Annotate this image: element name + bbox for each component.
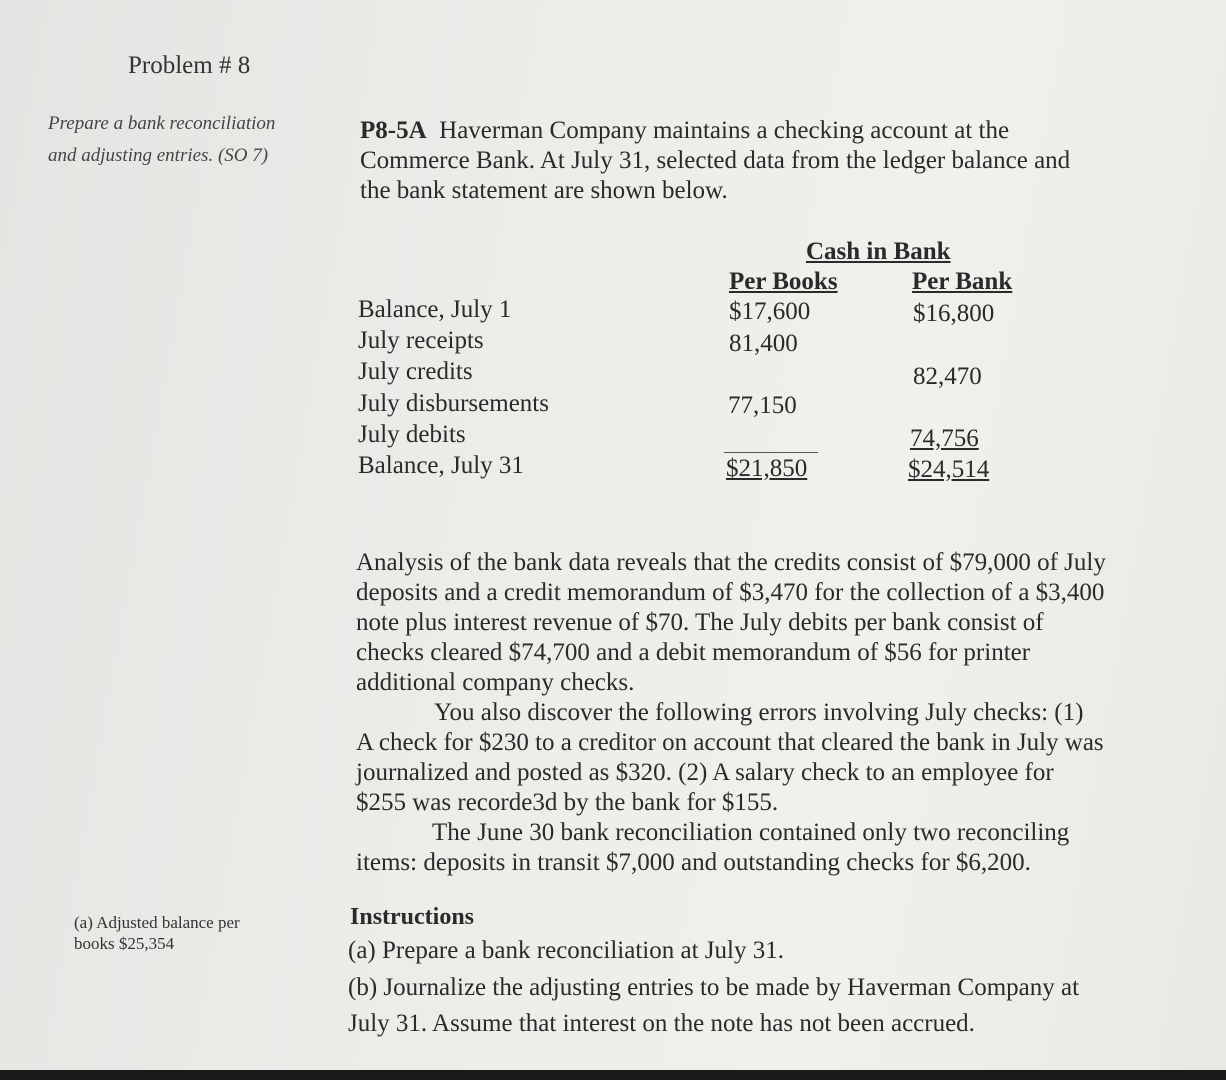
analysis-line: additional company checks. bbox=[356, 669, 635, 696]
instruction-line: July 31. Assume that interest on the note has not been accrued. bbox=[348, 1010, 975, 1037]
bank-value: $16,800 bbox=[913, 300, 995, 327]
analysis-line: journalized and posted as $320. (2) A salary check to an employee for bbox=[356, 759, 1054, 786]
analysis-line: deposits and a credit memorandum of $3,470 for the collection of a $3,400 bbox=[356, 579, 1105, 606]
side-answer-line: books $25,354 bbox=[74, 934, 175, 953]
bank-value: 82,470 bbox=[913, 363, 982, 390]
problem-title: Problem # 8 bbox=[128, 52, 251, 79]
books-value: $17,600 bbox=[729, 298, 811, 325]
monitor-bezel bbox=[0, 1070, 1226, 1080]
intro-line: Haverman Company maintains a checking account at the bbox=[439, 117, 1010, 144]
intro-line: the bank statement are shown below. bbox=[360, 177, 728, 204]
row-label: July credits bbox=[358, 358, 473, 385]
side-note bbox=[48, 108, 275, 172]
table-title: Cash in Bank bbox=[806, 238, 951, 265]
column-header-per-bank: Per Bank bbox=[912, 268, 1013, 295]
side-answer-line: (a) Adjusted balance per bbox=[74, 913, 240, 932]
bank-value: 74,756 bbox=[910, 425, 979, 452]
bank-value: $24,514 bbox=[908, 456, 990, 483]
analysis-line: Analysis of the bank data reveals that the credits consist of $79,000 of July bbox=[356, 549, 1106, 576]
intro-line: Commerce Bank. At July 31, selected data from the ledger balance and bbox=[360, 147, 1071, 174]
analysis-line: A check for $230 to a creditor on account that cleared the bank in July was bbox=[356, 729, 1104, 756]
books-value: 81,400 bbox=[729, 330, 798, 357]
row-label: July disbursements bbox=[358, 390, 549, 417]
books-value: 77,150 bbox=[728, 392, 797, 419]
books-subtotal-rule bbox=[724, 452, 818, 453]
row-label: July receipts bbox=[358, 327, 484, 354]
instruction-line: (a) Prepare a bank reconciliation at July 31. bbox=[348, 937, 784, 964]
books-value: $21,850 bbox=[726, 455, 808, 482]
problem-code: P8-5A bbox=[360, 117, 427, 144]
problem-intro bbox=[360, 116, 1070, 206]
instructions-title: Instructions bbox=[350, 904, 475, 930]
analysis-line: $255 was recorde3d by the bank for $155. bbox=[356, 789, 779, 816]
side-note-line: and adjusting entries. (SO 7) bbox=[48, 145, 269, 166]
column-header-per-books: Per Books bbox=[729, 268, 838, 295]
side-note-line: Prepare a bank reconciliation bbox=[48, 113, 276, 134]
instruction-line: (b) Journalize the adjusting entries to be made by Haverman Company at bbox=[348, 974, 1080, 1001]
analysis-line: The June 30 bank reconciliation contained only two reconciling bbox=[432, 819, 1070, 846]
analysis-line: You also discover the following errors involving July checks: (1) bbox=[434, 699, 1084, 726]
analysis-text bbox=[356, 548, 1106, 878]
row-label: Balance, July 1 bbox=[358, 296, 512, 323]
side-answer bbox=[74, 912, 240, 954]
analysis-line: checks cleared $74,700 and a debit memorandum of $56 for printer bbox=[356, 639, 1031, 666]
analysis-line: note plus interest revenue of $70. The July debits per bank consist of bbox=[356, 609, 1044, 636]
analysis-line: items: deposits in transit $7,000 and outstanding checks for $6,200. bbox=[356, 849, 1031, 876]
row-label: July debits bbox=[358, 421, 466, 448]
row-label: Balance, July 31 bbox=[358, 452, 524, 479]
